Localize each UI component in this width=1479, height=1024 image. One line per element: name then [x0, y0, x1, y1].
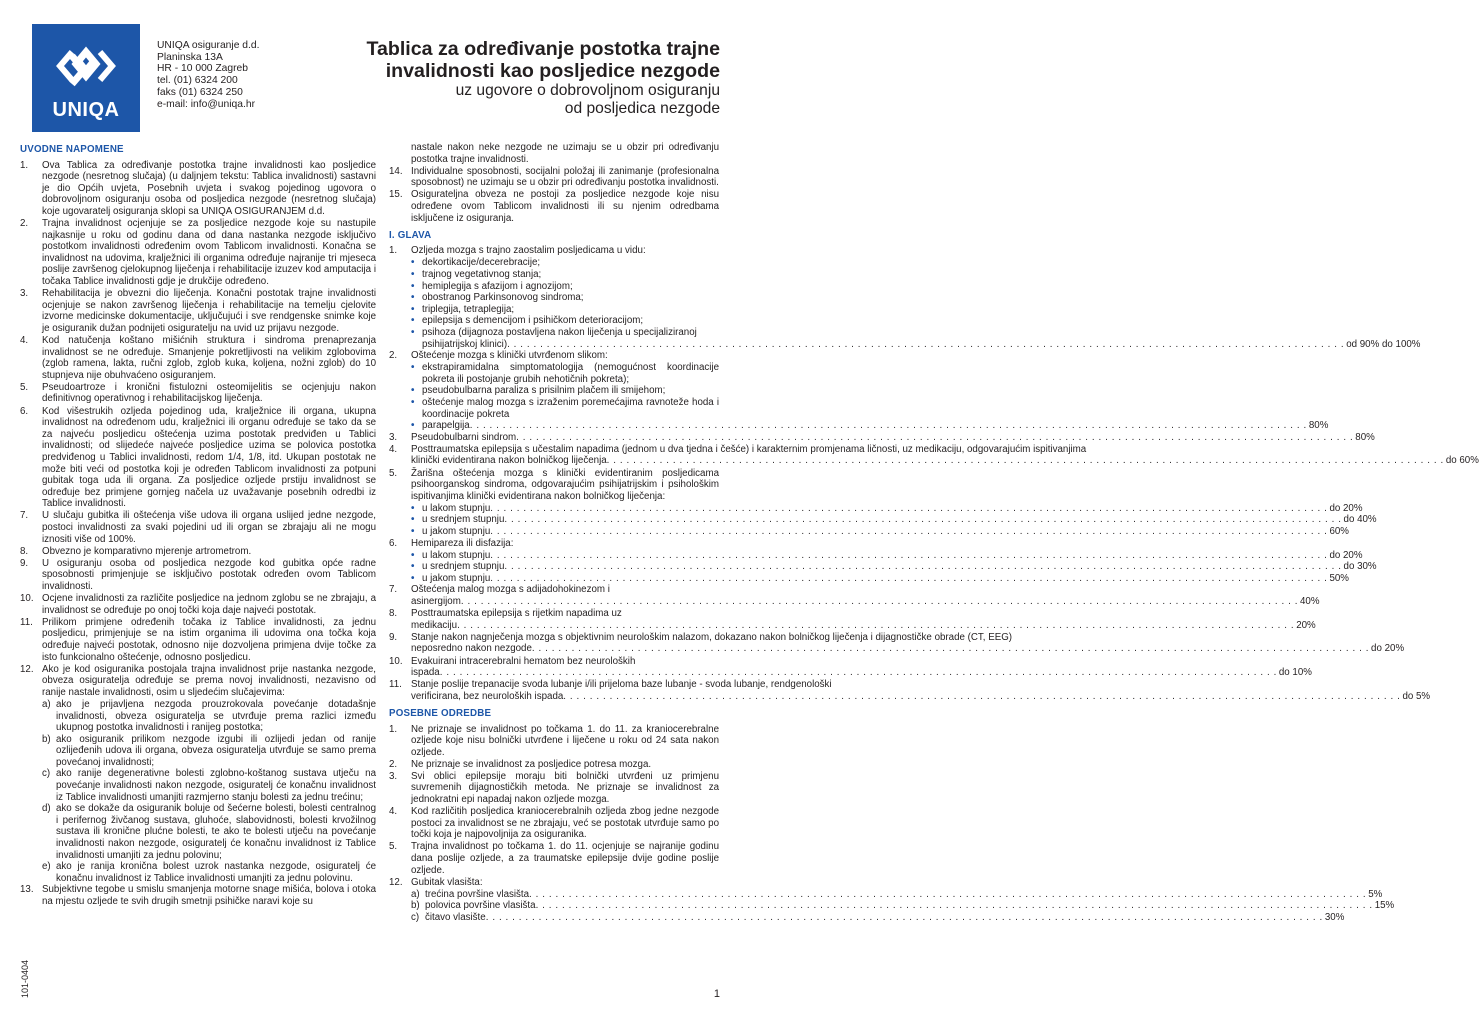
company-address	[157, 40, 259, 110]
item-number: 12.	[20, 663, 34, 675]
list-item	[20, 558, 376, 593]
item-text: pseudobulbarna paraliza s prisilnim plačem ili smijehom;	[422, 385, 666, 397]
item-text: Individualne sposobnosti, socijalni položaj ili zanimanje (profesionalna sposobnost) ne uzimaju se u obzir pri određivanju postotka invalidnosti.	[411, 165, 719, 189]
company-fax: faks (01) 6324 250	[157, 86, 243, 98]
item-text: Trajna invalidnost po točkama 1. do 11. ocjenjuje se najranije godinu dana poslije ozljede, a za traumatske epilepsije dvije godine poslije ozljede.	[411, 841, 719, 876]
list-item	[20, 664, 376, 699]
item-text: polovica površine vlasišta	[425, 900, 536, 912]
dot-leader	[504, 561, 1341, 573]
item-text: Prilikom primjene određenih točaka iz Tablice invalidnosti, za jednu posljedicu, primjenjuje se na istim organima ili udovima ona točka koja određuje najveći postotak, odnosno nije dozvoljena primjena dvije točke za isto funkcionalno oštećenje, odnosno posljedicu.	[42, 616, 376, 663]
dot-leader	[490, 526, 1327, 538]
bullet-icon: •	[411, 303, 415, 315]
bullet-icon: •	[411, 315, 415, 327]
item-text: hemiplegija s afazijom i agnozijom;	[422, 280, 573, 292]
list-item	[20, 510, 376, 545]
item-number: 11.	[20, 616, 33, 628]
item-value: do 30%	[1343, 561, 1377, 573]
item-number: c)	[42, 768, 51, 780]
item-number: a)	[411, 888, 420, 900]
list-item: 1. Ozljeda mozga s trajno zaostalim posljedicama u vidu:	[389, 245, 646, 257]
item-value: do 20%	[1329, 549, 1363, 561]
subtitle-line-2: od posljedica nezgode	[564, 100, 720, 117]
item-number: 2.	[20, 218, 29, 230]
item-text: u lakom stupnju	[422, 502, 491, 514]
dot-leader	[536, 900, 1373, 912]
item-13-continued: nastale nakon neke nezgode ne uzimaju se u obzir pri određivanju postotka trajne invalidnosti.	[411, 142, 719, 165]
item-text: u lakom stupnju	[422, 549, 491, 561]
item-number: 7.	[20, 510, 29, 522]
list-item	[20, 884, 376, 907]
list-item: 8. Posttraumatska epilepsija s rijetkim napadima uz medikaciju . . . 20%	[389, 608, 719, 631]
list-item	[389, 771, 719, 806]
bullet-item	[411, 397, 719, 420]
list-item	[389, 724, 719, 759]
item-text: ako je prijavljena nezgoda prouzrokovala povećanje dotadašnje invalidnosti, obveza osiguratelja se utvrđuje prema razlici između ukupnog postotka invalidnosti i ranijeg postotka;	[56, 698, 376, 734]
list-item	[20, 160, 376, 218]
sub-item	[42, 734, 376, 769]
item-text: Kod natučenja koštano mišićnih struktura i sindroma prenaprezanja invalidnost se ne određuje. Smanjenje pokretljivosti na velikim zglobovima (zglob ramena, lakta, ručni zglob, zglob kuka, koljena, nožni zglob) do 10 stupnjeva nije obuhvaćeno osiguranjem.	[42, 335, 376, 381]
item-text: U osiguranju osoba od posljedica nezgode kod gubitka opće radne sposobnosti primjenjuje se isključivo postotak određen ovom Tablicom invalidnosti.	[42, 557, 376, 592]
item-number: 5.	[389, 841, 398, 853]
item-text: ako se dokaže da osiguranik boluje od šećerne bolesti, bolesti centralnog i perifernog živčanog sustava, gluhoće, slabovidnosti, bolesti krvožilnog sustava ili kronične plućne bolesti, te ako te bolesti utječu na povećanje invalidnosti nakon nezgode, osiguratelj će konačnu invalidnost iz Tablice invalidnosti umanjiti za jednu polovinu;	[56, 803, 376, 861]
bullet-item	[411, 292, 719, 304]
list-item	[389, 877, 719, 889]
item-value: do 40%	[1343, 514, 1377, 526]
item-text: ako osiguranik prilikom nezgode izgubi ili ozlijedi jedan od ranije ozlijeđenih udova ili organa, obveza osiguratelja utvrđuje se samo prema povećanoj invalidnosti;	[56, 733, 376, 768]
item-number: d)	[42, 803, 51, 815]
list-item	[20, 546, 376, 558]
bullet-item	[411, 281, 719, 293]
bullet-icon: •	[411, 561, 415, 573]
item-text: Osigurateljna obveza ne postoji za posljedice nezgode koje nisu određene ovom Tablicom invalidnosti ili su njenim odredbama isključene iz osiguranja.	[411, 189, 719, 224]
item-text: trajnog vegetativnog stanja;	[422, 268, 542, 280]
leader-row	[411, 561, 1377, 573]
item-number: 5.	[20, 381, 29, 393]
list-item: 6. Hemipareza ili disfazija:	[389, 537, 514, 549]
item-text: triplegija, tetraplegija;	[422, 303, 515, 315]
item-number: 4.	[20, 335, 29, 346]
leader-row	[411, 514, 1377, 526]
leader-row	[411, 572, 1349, 585]
item-text: Obvezno je komparativno mjerenje artrometrom.	[42, 545, 252, 557]
list-item	[389, 759, 719, 771]
title-line-2: invalidnosti kao posljedice nezgode	[385, 60, 720, 82]
list-item	[20, 617, 376, 663]
list-item	[389, 189, 719, 224]
item-text: u srednjem stupnju	[422, 561, 505, 573]
bullet-icon: •	[411, 362, 415, 374]
scalp-row	[411, 888, 1383, 901]
leader-row	[411, 526, 1349, 538]
list-item	[20, 406, 376, 510]
company-city: HR - 10 000 Zagreb	[157, 63, 249, 75]
item-value: 30%	[1324, 912, 1345, 923]
item-text: Ocjene invalidnosti za različite posljedice na jednom zglobu se ne zbrajaju, a invalidnost se određuje po onoj točki koja daje najveći postotak.	[42, 593, 376, 616]
list-item	[389, 166, 719, 189]
item-text: Subjektivne tegobe u smislu smanjenja motorne snage mišića, bolova i otoka na mjestu ozljede te svih drugih smetnji psihičke naravi koje su	[42, 884, 376, 907]
dot-leader	[486, 912, 1323, 924]
list-item	[389, 841, 719, 876]
list-item: 3. Pseudobulbarni sindrom . . . 80%	[389, 432, 719, 444]
list-item	[389, 142, 719, 165]
sub-item	[42, 861, 376, 884]
item-value: do 20%	[1329, 502, 1363, 514]
list-item: 10. Evakuirani intracerebralni hematom bez neuroloških ispada . . . do 10%	[389, 656, 719, 679]
item-text: čitavo vlasište	[425, 912, 486, 923]
item-number: 4.	[389, 806, 398, 818]
bullet-icon: •	[411, 257, 415, 269]
item-text: ako ranije degenerativne bolesti zglobno-koštanog sustava utječu na povećanje invalidnosti nakon nezgode, osiguratelj će konačnu invalidnost iz Tablice invalidnosti umanjiti razmjerno stanju bolesti za jednu trećinu;	[56, 768, 376, 803]
bullet-item	[411, 362, 719, 385]
item-text: Ne priznaje se invalidnost po točkama 1. do 11. za kraniocerebralne ozljede koje nisu bolnički utvrđene i liječene u roku od 24 sata nakon ozljede.	[411, 723, 719, 758]
item-text: Kod različitih posljedica kraniocerebralnih ozljeda zbog jedne nezgode postoci za invalidnost se ne zbrajaju, već se postotak utvrđuje samo po točki koja je najpovoljnija za osiguranika.	[411, 806, 719, 841]
subtitle-line-1: uz ugovore o dobrovoljnom osiguranju	[455, 82, 720, 99]
bullet-item	[411, 304, 719, 316]
dot-leader	[504, 514, 1341, 526]
item-number: 13.	[20, 884, 34, 896]
leader-row	[411, 502, 1363, 515]
scalp-row	[411, 900, 1395, 912]
item-text: epilepsija s demencijom i psihičkom deterioracijom;	[422, 315, 644, 327]
list-item: 5. Žarišna oštećenja mozga s klinički evidentiranim posljedicama psihoorganskog sindroma, odgovarajućim psihijatrijskim i psihološkim ispitivanjima klinički evidentirana nakon bolničkog liječenja:	[389, 467, 719, 502]
item-number: 10.	[20, 593, 34, 605]
item-number: 14.	[389, 165, 403, 177]
item-number: 12.	[389, 876, 403, 888]
sub-item	[42, 768, 376, 803]
list-item	[20, 218, 376, 288]
bullet-icon: •	[411, 396, 415, 408]
uniqa-logo	[32, 24, 140, 132]
item-number: a)	[42, 698, 51, 710]
sub-item	[42, 803, 376, 861]
dot-leader	[529, 889, 1366, 901]
scalp-row	[411, 912, 1345, 924]
item-text: u jakom stupnju	[422, 526, 491, 537]
item-text: ako je ranija kronična bolest uzrok nastanka nezgode, osiguratelj će konačnu invalidnost iz Tablice invalidnosti umanjiti za jednu polovinu.	[56, 861, 376, 884]
item-number: 3.	[389, 770, 398, 782]
section-heading-glava: I. GLAVA	[389, 229, 432, 241]
bullet-icon: •	[411, 292, 415, 304]
list-item	[20, 382, 376, 405]
list-item	[20, 593, 376, 616]
list-item	[20, 335, 376, 381]
item-text: Ne priznaje se invalidnost za posljedice potresa mozga.	[411, 758, 652, 770]
item-text: u srednjem stupnju	[422, 514, 505, 526]
sub-item	[42, 699, 376, 734]
item-number: 6.	[20, 405, 29, 417]
bullet-icon: •	[411, 268, 415, 280]
bullet-icon: •	[411, 280, 415, 292]
item-text: Gubitak vlasišta:	[411, 876, 483, 888]
section-heading-intro: UVODNE NAPOMENE	[20, 144, 124, 155]
bullet-icon: •	[411, 526, 415, 537]
bullet-item	[411, 385, 719, 397]
company-tel: tel. (01) 6324 200	[157, 75, 238, 87]
bullet-item: • psihoza (dijagnoza postavljena nakon liječenja u specijaliziranoj	[411, 326, 697, 338]
item-number: 1.	[20, 159, 29, 171]
item-text: Pseudoartroze i kronični fistulozni osteomijelitis se ocjenjuju nakon definitivnog operativnog i rehabilitacijskog liječenja.	[42, 381, 376, 405]
company-name: UNIQA osiguranje d.d.	[157, 40, 260, 51]
item-value: 15%	[1374, 900, 1395, 912]
item-text: dekortikacije/decerebracije;	[422, 257, 541, 269]
item-text: Kod višestrukih ozljeda pojedinog uda, kralježnice ili organa, ukupna invalidnost na određenom udu, kralježnici ili organu određuje se tako da se za najveću posljedicu oštećenja uzima postotak predviđen u Tablici invalidnosti; od slijedeće najveće posljedice uzima se polovica postotka predviđenog u Tablici invalidnosti, redom 1/4, 1/8, itd. Ukupan postotak ne može biti veći od postotka koji je određen Tablicom invalidnosti za potpuni gubitak toga uda ili organa. Za posljedice ozljede prstiju invalidnost se određuje bez primjene gornjeg načela uz uvažavanje posebnih odredbi iz Tablice invalidnosti.	[42, 405, 376, 510]
item-value: 50%	[1329, 572, 1349, 584]
list-item: 7. Oštećenja malog mozga s adijadohokinezom i asinergijom . . . 40%	[389, 584, 719, 607]
item-text: Svi oblici epilepsije moraju biti bolnički utvrđeni uz primjenu suvremenih dijagnostičkih metoda. Ne priznaje se invalidnost za jednokratni epi napadaj nakon ozljede mozga.	[411, 770, 719, 806]
item-number: b)	[42, 733, 51, 745]
list-item	[20, 288, 376, 334]
item-text: u jakom stupnju	[422, 572, 491, 584]
bullet-item	[411, 269, 719, 281]
item-text: Rehabilitacija je obvezni dio liječenja. Konačni postotak trajne invalidnosti ocjenjuje se nakon završenog liječenja i rehabilitacije na temelju cjelovite izvorne medicinske dokumentacije, uključujući i sve rendgenske snimke koje je osiguranik dužan podnijeti osiguratelju na uvid uz prijavu nezgode.	[42, 288, 376, 334]
bullet-icon: •	[411, 572, 415, 584]
item-text: oštećenje malog mozga s izraženim poremećajima ravnoteže hoda i koordinacije pokreta	[422, 396, 719, 420]
title-line-1: Tablica za određivanje postotka trajne	[366, 38, 720, 60]
list-item: 9. Stanje nakon nagnječenja mozga s objektivnim neurološkim nalazom, dokazano nakon bolničkog liječenja i dijagnostičke obrade (CT, EEG) neposredno nakon nezgode . . . do 20%	[389, 632, 719, 655]
list-item: 11. Stanje poslije trepanacije svoda lubanje i/ili prijeloma baze lubanje - svoda lubanje, rendgenološki verificirana, bez neuroloških ispada . . . do 5%	[389, 679, 719, 702]
item-text: trećina površine vlasišta	[425, 888, 530, 900]
item-number: e)	[42, 861, 51, 873]
item-text: Ako je kod osiguranika postojala trajna invalidnost prije nastanka nezgode, obveza osiguratelja određuje se prema novoj invalidnosti, nezavisno od ranije nastale invalidnosti, osim u sljedećim slučajevima:	[42, 663, 376, 698]
bullet-icon: •	[411, 514, 415, 526]
right-column	[389, 142, 1479, 924]
bullet-icon: •	[411, 502, 415, 514]
item-value: 5%	[1368, 888, 1383, 900]
bullet-item: • parapelgija . . . 80%	[411, 420, 719, 432]
company-street: Planinska 13A	[157, 51, 223, 63]
item-text: obostranog Parkinsonovog sindroma;	[422, 292, 584, 304]
list-item: 4. Posttraumatska epilepsija s učestalim napadima (jednom u dva tjedna i češće) i karakternim promjenama ličnosti, uz medikaciju, odgovarajućim ispitivanjima klinički evidentirana nakon bolničkog liječenja . . . do 60%	[389, 444, 719, 467]
leader-row	[411, 549, 1363, 562]
list-item	[389, 806, 719, 841]
item-number: 9.	[20, 557, 29, 569]
item-text: ekstrapiramidalna simptomatologija (nemogućnost koordinacije pokreta ili postojanje grubih nehotičnih pokreta);	[422, 362, 719, 385]
item-text: Trajna invalidnost ocjenjuje se za posljedice nezgode koje su nastupile najkasnije u roku od godinu dana od dana nastanka nezgode isključivo postotkom invalidnosti određenim ovom Tablicom invalidnosti. Konačna se invalidnost na udovima, kralježnici ili organima određuje najranije tri mjeseca poslije završenog cjelokupnog liječenja i rehabilitacije izuzev kod amputacija i točaka Tablice invalidnosti gdje je drukčije određeno.	[42, 218, 376, 288]
document-title	[366, 38, 720, 118]
dot-leader	[490, 503, 1327, 515]
dot-leader	[490, 550, 1327, 562]
item-number: 8.	[20, 545, 29, 557]
item-value: 60%	[1329, 526, 1349, 537]
item-number: b)	[411, 900, 420, 912]
item-text: U slučaju gubitka ili oštećenja više udova ili organa uslijed jedne nezgode, postoci invalidnosti za svaki pojedini ud ili organ se zbrajaju ali ne mogu iznositi više od 100%.	[42, 510, 376, 545]
section-heading-posebne: POSEBNE ODREDBE	[389, 707, 492, 719]
item-number: 15.	[389, 189, 403, 201]
bullet-item: psihijatrijskoj klinici) . . . od 90% do 100%	[411, 339, 719, 351]
left-column	[20, 144, 376, 908]
company-email[interactable]: e-mail: info@uniqa.hr	[157, 98, 256, 110]
logo-wordmark: UNIQA	[52, 99, 120, 121]
bullet-item	[411, 257, 719, 269]
item-number: c)	[411, 912, 420, 923]
item-number: 1.	[389, 723, 398, 735]
bullet-icon: •	[411, 385, 415, 397]
item-number: 2.	[389, 758, 398, 770]
bullet-item	[411, 315, 719, 327]
list-item: 2. Oštećenje mozga s klinički utvrđenom slikom:	[389, 350, 608, 362]
item-text: Ova Tablica za određivanje postotka trajne invalidnosti kao posljedice nezgode (nesretnog slučaja) (u daljnjem tekstu: Tablica invalidnosti) sastavni je dio Općih uvjeta, Posebnih uvjeta i svakog pojedinog ugovora o dobrovoljnom osiguranju osoba od posljedica nezgode (nesretnog slučaja) koje ugovaratelj osiguranja sklopi sa UNIQA OSIGURANJEM d.d.	[42, 159, 376, 217]
item-number: 3.	[20, 288, 29, 300]
bullet-icon: •	[411, 549, 415, 561]
document-number: 101-0404	[20, 959, 30, 998]
page-number: 1	[713, 988, 720, 1000]
dot-leader	[490, 573, 1327, 585]
